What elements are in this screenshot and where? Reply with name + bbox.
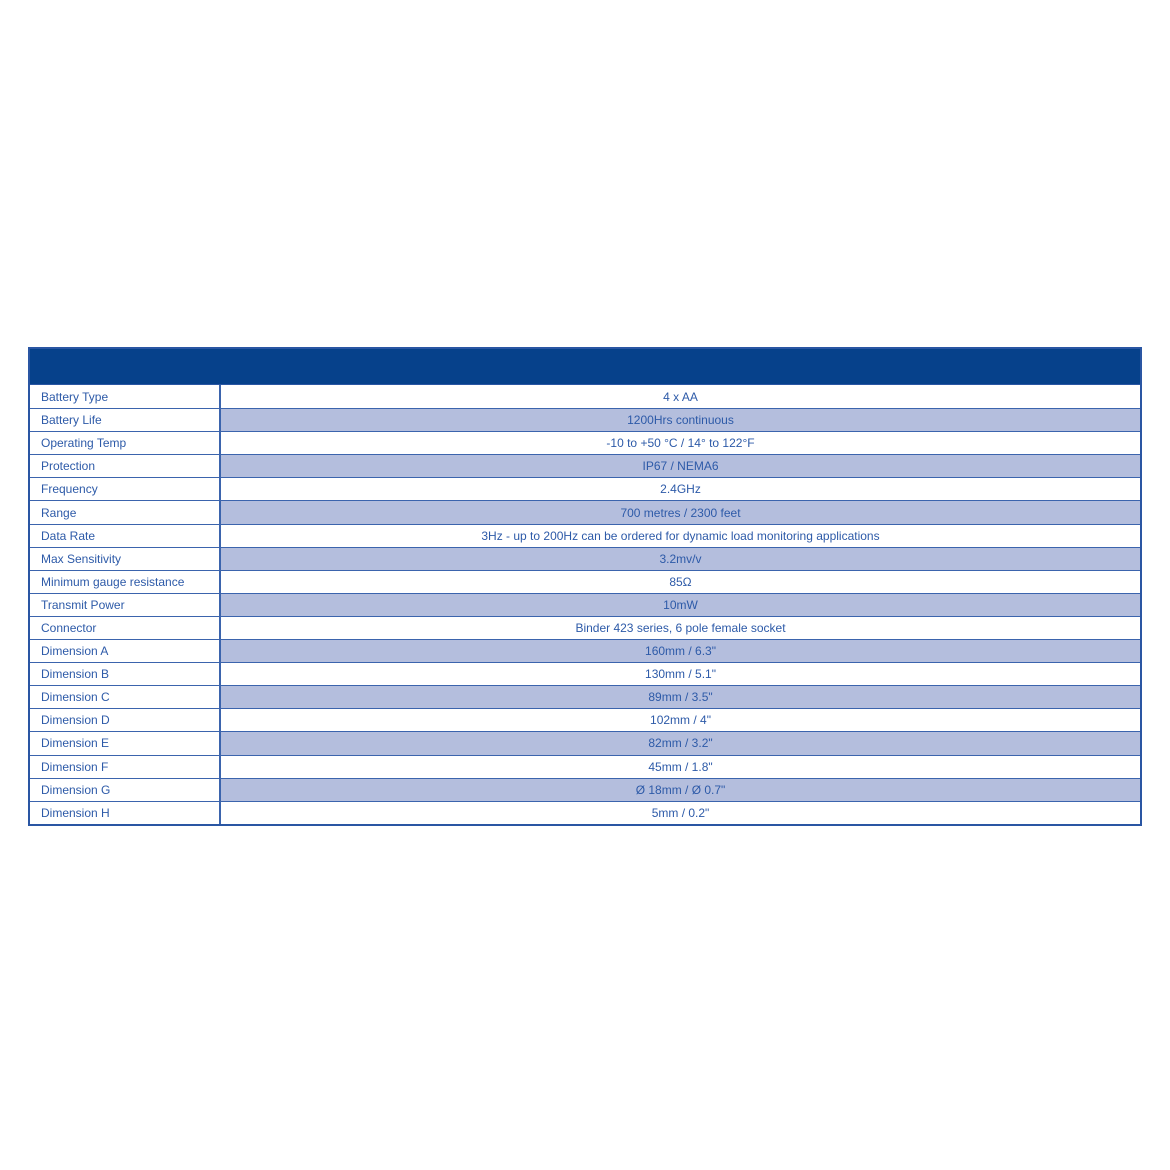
spec-label: Dimension H: [30, 802, 221, 824]
table-row: [30, 454, 1140, 477]
spec-label: Dimension C: [30, 686, 221, 708]
spec-label: Battery Life: [30, 409, 221, 431]
spec-label: Dimension E: [30, 732, 221, 754]
spec-value: 160mm / 6.3": [221, 640, 1140, 662]
spec-label: Data Rate: [30, 525, 221, 547]
spec-value: 102mm / 4": [650, 713, 711, 728]
table-row: [30, 547, 1140, 570]
table-row: [30, 639, 1140, 662]
spec-rows: [30, 385, 1140, 824]
spec-value: Binder 423 series, 6 pole female socket: [575, 620, 786, 635]
spec-value: 5mm / 0.2": [651, 805, 710, 820]
table-row: [30, 524, 1140, 547]
table-row: [30, 662, 1140, 685]
table-row: [30, 477, 1140, 500]
spec-value: 3.2mv/v: [221, 548, 1140, 570]
table-header-bar: [30, 349, 1140, 385]
spec-label: Minimum gauge resistance: [30, 571, 221, 593]
table-row: [30, 593, 1140, 616]
spec-label: Battery Type: [30, 385, 221, 408]
spec-label: Dimension G: [30, 779, 221, 801]
spec-label: Max Sensitivity: [30, 548, 221, 570]
spec-label: Connector: [30, 617, 221, 639]
spec-label: Dimension D: [30, 709, 221, 731]
spec-value: -10 to +50 °C / 14° to 122°F: [606, 436, 755, 451]
spec-value: 82mm / 3.2": [221, 732, 1140, 754]
spec-label: Protection: [30, 455, 221, 477]
table-row: [30, 778, 1140, 801]
table-row: [30, 708, 1140, 731]
spec-value: Ø 18mm / Ø 0.7": [221, 779, 1140, 801]
spec-value: 1200Hrs continuous: [221, 409, 1140, 431]
spec-label: Transmit Power: [30, 594, 221, 616]
table-row: [30, 431, 1140, 454]
spec-value: 45mm / 1.8": [648, 759, 713, 774]
spec-label: Dimension F: [30, 756, 221, 778]
spec-label: Range: [30, 501, 221, 523]
table-row: [30, 801, 1140, 824]
spec-label: Operating Temp: [30, 432, 221, 454]
table-row: [30, 570, 1140, 593]
spec-label: Dimension B: [30, 663, 221, 685]
spec-value: 3Hz - up to 200Hz can be ordered for dynamic load monitoring applications: [481, 528, 880, 543]
table-row: [30, 616, 1140, 639]
table-row: [30, 385, 1140, 408]
spec-value: 89mm / 3.5": [221, 686, 1140, 708]
spec-label: Dimension A: [30, 640, 221, 662]
spec-value: 85Ω: [669, 574, 692, 589]
spec-value: IP67 / NEMA6: [221, 455, 1140, 477]
table-row: [30, 685, 1140, 708]
spec-value: 10mW: [221, 594, 1140, 616]
spec-value: 130mm / 5.1": [645, 667, 716, 682]
spec-label: Frequency: [30, 478, 221, 500]
spec-value: 4 x AA: [663, 389, 698, 404]
table-row: [30, 755, 1140, 778]
spec-table: [28, 347, 1142, 826]
spec-value: 700 metres / 2300 feet: [221, 501, 1140, 523]
table-row: [30, 408, 1140, 431]
spec-value: 2.4GHz: [660, 482, 701, 497]
table-row: [30, 731, 1140, 754]
table-row: [30, 500, 1140, 523]
